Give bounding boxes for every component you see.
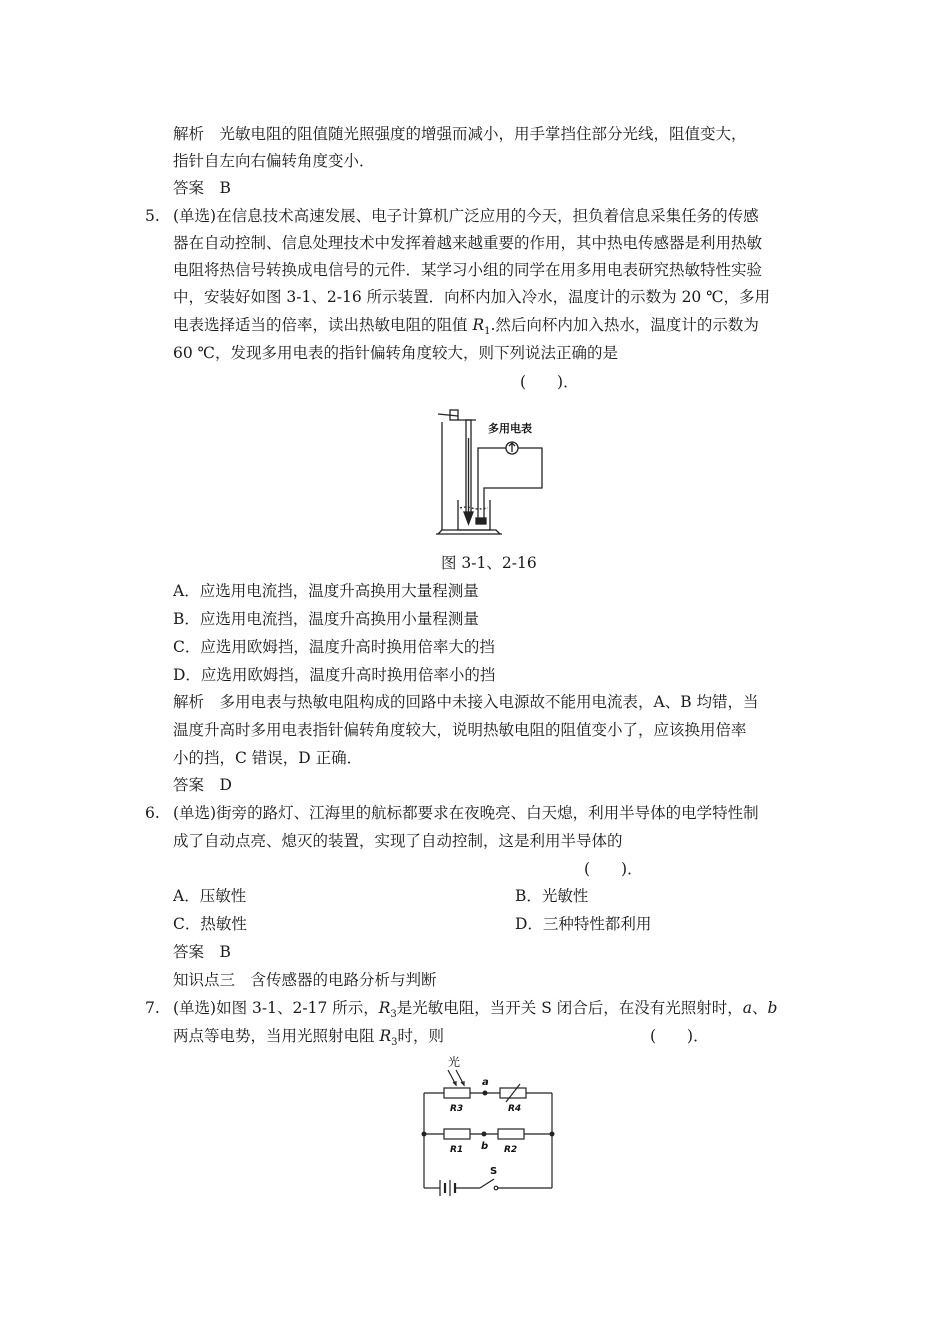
q5-analysis-line-2: 温度升高时多用电表指针偏转角度较大，说明热敏电阻的阻值变小了，应该换用倍率 xyxy=(173,721,747,739)
multimeter-label: 多用电表 xyxy=(488,422,532,435)
q5-option-d: D．应选用欧姆挡，温度升高时换用倍率小的挡 xyxy=(173,666,496,684)
q5-stem-line-6: 60 ℃，发现多用电表的指针偏转角度较大，则下列说法正确的是 xyxy=(173,344,618,362)
q5-stem-line-1: (单选)在信息技术高速发展、电子计算机广泛应用的今天，担负着信息采集任务的传感 xyxy=(173,207,759,225)
q6-stem-line-1: (单选)街旁的路灯、江海里的航标都要求在夜晚亮、白天熄，利用半导体的电学特性制 xyxy=(173,804,759,822)
q5-stem-line-2: 器在自动控制、信息处理技术中发挥着越来越重要的作用，其中热电传感器是利用热敏 xyxy=(173,234,763,252)
q6-stem-line-2: 成了自动点亮、熄灭的装置，实现了自动控制，这是利用半导体的 xyxy=(173,832,623,850)
thermistor-multimeter-figure xyxy=(432,408,552,538)
q5-stem-line-4: 中，安装好如图 3-1、2-16 所示装置．向杯内加入冷水，温度计的示数为 20 ℃，多用 xyxy=(173,288,771,306)
r1-label: R1 xyxy=(450,1145,464,1155)
r3-label: R3 xyxy=(450,1104,464,1114)
q4-analysis-line-2: 指针自左向右偏转角度变小． xyxy=(173,152,375,170)
q6-answer: 答案 B xyxy=(173,943,231,961)
section-title: 知识点三 含传感器的电路分析与判断 xyxy=(173,971,437,989)
q5-answer: 答案 D xyxy=(173,776,232,794)
q6-option-a: A．压敏性 xyxy=(173,887,247,905)
q4-analysis-line-1: 解析 光敏电阻的阻值随光照强度的增强而减小，用手掌挡住部分光线，阻值变大， xyxy=(173,125,747,143)
node-b-label: b xyxy=(481,1141,489,1152)
light-label: 光 xyxy=(448,1055,461,1069)
q6-option-c: C．热敏性 xyxy=(173,915,247,933)
q5-figure-caption: 图 3-1、2-16 xyxy=(441,554,537,572)
q5-analysis-line-3: 小的挡，C 错误，D 正确． xyxy=(173,749,363,767)
q5-option-b: B．应选用电流挡，温度升高换用小量程测量 xyxy=(173,610,479,628)
r4-label: R4 xyxy=(508,1104,522,1114)
q6-option-b: B．光敏性 xyxy=(515,887,589,905)
resistance-symbol: R xyxy=(472,316,485,334)
switch-label: S xyxy=(490,1166,498,1177)
q7-stem-line-2: 两点等电势，当用光照射电阻 $R_3$时，则 xyxy=(173,1027,444,1049)
q5-option-c: C．应选用欧姆挡，温度升高时换用倍率大的挡 xyxy=(173,638,495,656)
q7-stem-line-1: (单选)如图 3-1、2-17 所示，$R_3$是光敏电阻，当开关 S 闭合后，在没有光照射时，a、b xyxy=(173,999,778,1021)
q5-number: 5. xyxy=(145,207,160,225)
r2-label: R2 xyxy=(504,1145,518,1155)
q6-answer-bracket: ( )． xyxy=(584,860,643,878)
photoresistor-circuit-figure xyxy=(418,1052,558,1196)
q5-option-a: A．应选用电流挡，温度升高换用大量程测量 xyxy=(173,582,479,600)
q7-number: 7. xyxy=(145,999,160,1017)
q6-option-d: D．三种特性都利用 xyxy=(515,915,652,933)
q6-number: 6. xyxy=(145,804,160,822)
q5-analysis-line-1: 解析 多用电表与热敏电阻构成的回路中未接入电源故不能用电流表，A、B 均错，当 xyxy=(173,693,759,711)
q5-stem-line-3: 电阻将热信号转换成电信号的元件．某学习小组的同学在用多用电表研究热敏特性实验 xyxy=(173,261,763,279)
q7-answer-bracket: ( )． xyxy=(650,1027,709,1045)
q4-answer: 答案 B xyxy=(173,179,231,197)
q5-answer-bracket: ( )． xyxy=(520,373,579,391)
q5-stem-line-5: 电表选择适当的倍率，读出热敏电阻的阻值 $R_1$.然后向杯内加入热水，温度计的示数为 xyxy=(173,316,759,338)
node-a-label: a xyxy=(482,1077,489,1088)
